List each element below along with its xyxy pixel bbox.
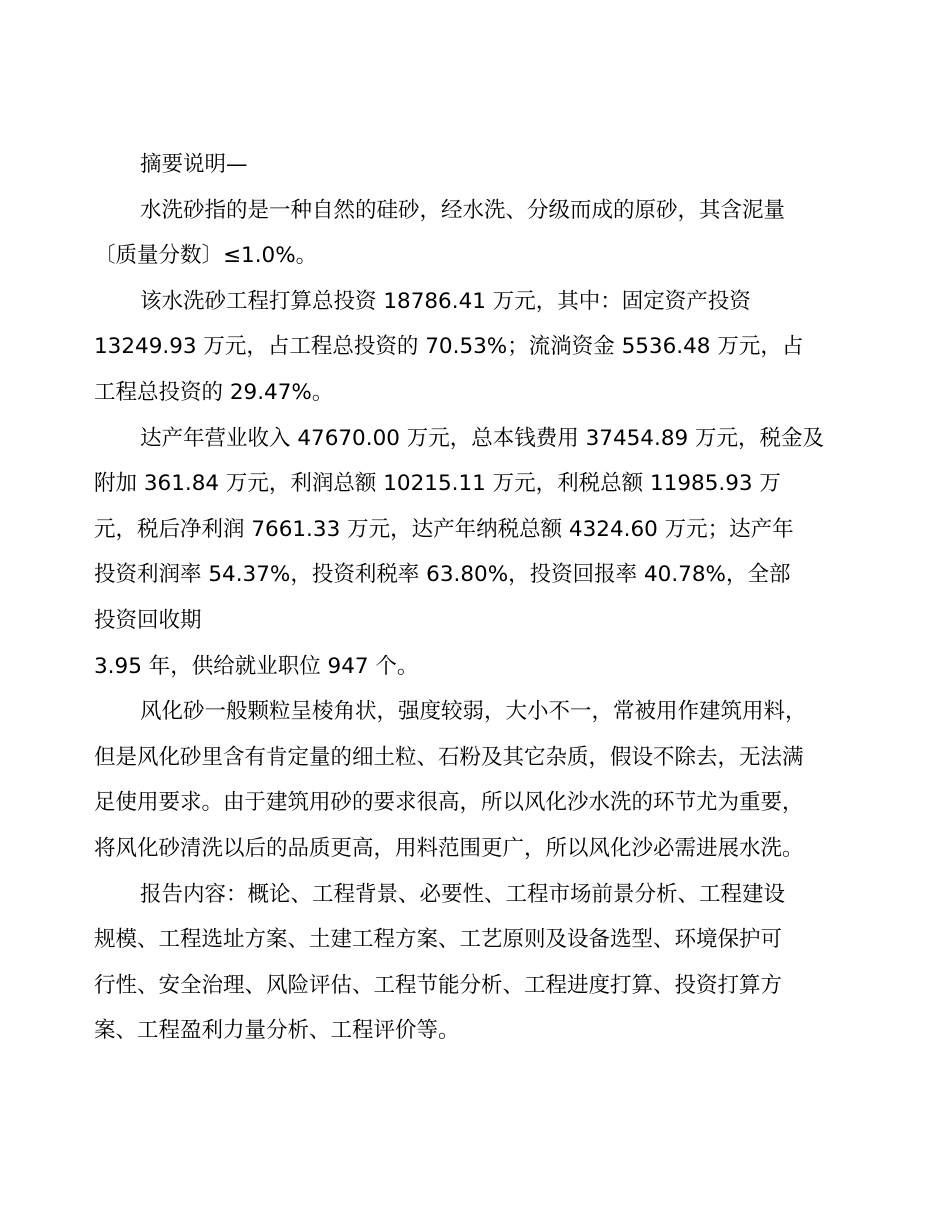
text-line: 水洗砂指的是一种自然的硅砂，经水洗、分级而成的原砂，其含泥量 [140, 197, 786, 223]
text-line: 〔质量分数〕≤1.0%。 [94, 243, 318, 269]
text-line: 达产年营业收入 47670.00 万元，总本钱费用 37454.89 万元，税金及 [140, 425, 825, 451]
text-line: 3.95 年，供给就业职位 947 个。 [94, 653, 419, 679]
text-line: 投资回收期 [94, 607, 202, 633]
text-line: 足使用要求。由于建筑用砂的要求很高，所以风化沙水洗的环节尤为重要， [94, 790, 804, 816]
summary-heading: 摘要说明— [140, 152, 248, 177]
text-line: 将风化砂清洗以后的品质更高，用料范围更广，所以风化沙必需进展水洗。 [94, 835, 804, 861]
text-line: 风化砂一般颗粒呈棱角状，强度较弱，大小不一，常被用作建筑用料， [140, 699, 807, 725]
text-line: 附加 361.84 万元，利润总额 10215.11 万元，利税总额 11985.93 万 [94, 471, 781, 497]
text-line: 规模、工程选址方案、土建工程方案、工艺原则及设备选型、环境保护可 [94, 927, 783, 953]
text-line: 行性、安全治理、风险评估、工程节能分析、工程进度打算、投资打算方 [94, 972, 783, 998]
text-line: 投资利润率 54.37%，投资利税率 63.80%，投资回报率 40.78%，全部 [94, 562, 791, 588]
document-body [94, 142, 874, 1054]
text-line: 元，税后净利润 7661.33 万元，达产年纳税总额 4324.60 万元；达产年 [94, 516, 794, 542]
text-line: 报告内容：概论、工程背景、必要性、工程市场前景分析、工程建设 [140, 881, 786, 907]
text-line: 13249.93 万元，占工程总投资的 70.53%；流淌资金 5536.48 万元，占 [94, 334, 804, 360]
text-line: 工程总投资的 29.47%。 [94, 379, 334, 405]
text-line: 但是风化砂里含有肯定量的细土粒、石粉及其它杂质，假设不除去，无法满 [94, 744, 804, 770]
text-line: 该水洗砂工程打算总投资 18786.41 万元，其中：固定资产投资 [140, 288, 751, 314]
text-line: 案、工程盈利力量分析、工程评价等。 [94, 1018, 460, 1044]
